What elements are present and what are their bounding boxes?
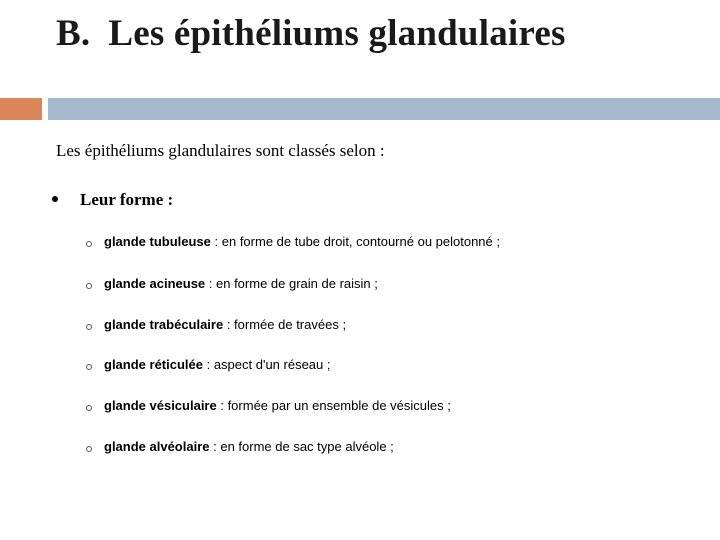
filled-bullet-icon (52, 196, 58, 202)
item-desc: : en forme de grain de raisin ; (205, 276, 378, 291)
hollow-bullet-icon (86, 405, 92, 411)
item-desc: : formée de travées ; (223, 317, 347, 332)
item-desc: : aspect d'un réseau ; (202, 357, 331, 372)
item-term: glande acineuse (104, 276, 206, 291)
hollow-bullet-icon (86, 283, 92, 289)
item-term: glande trabéculaire (104, 317, 224, 332)
title-text: Les épithéliums glandulaires (108, 13, 566, 54)
hollow-bullet-icon (86, 364, 92, 370)
bullet-label: Leur forme : (80, 190, 174, 209)
list-item (86, 234, 500, 249)
list-item (86, 276, 378, 291)
bullet-leur-forme (52, 190, 173, 210)
list-item (86, 439, 394, 454)
item-term: glande tubuleuse (104, 234, 211, 249)
list-item (86, 398, 451, 413)
hollow-bullet-icon (86, 446, 92, 452)
section-letter: B. (56, 13, 91, 54)
hollow-bullet-icon (86, 324, 92, 330)
item-desc: : en forme de tube droit, contourné ou pelotonné ; (210, 234, 500, 249)
item-desc: : formée par un ensemble de vésicules ; (216, 398, 451, 413)
item-term: glande réticulée (104, 357, 203, 372)
accent-bar-orange (0, 98, 42, 120)
list-item (86, 357, 331, 372)
accent-bar-blue (48, 98, 720, 120)
item-desc: : en forme de sac type alvéole ; (209, 439, 394, 454)
hollow-bullet-icon (86, 241, 92, 247)
list-item (86, 317, 346, 332)
slide-title (56, 12, 566, 55)
item-term: glande vésiculaire (104, 398, 217, 413)
intro-text: Les épithéliums glandulaires sont classés selon : (56, 141, 385, 160)
item-term: glande alvéolaire (104, 439, 210, 454)
